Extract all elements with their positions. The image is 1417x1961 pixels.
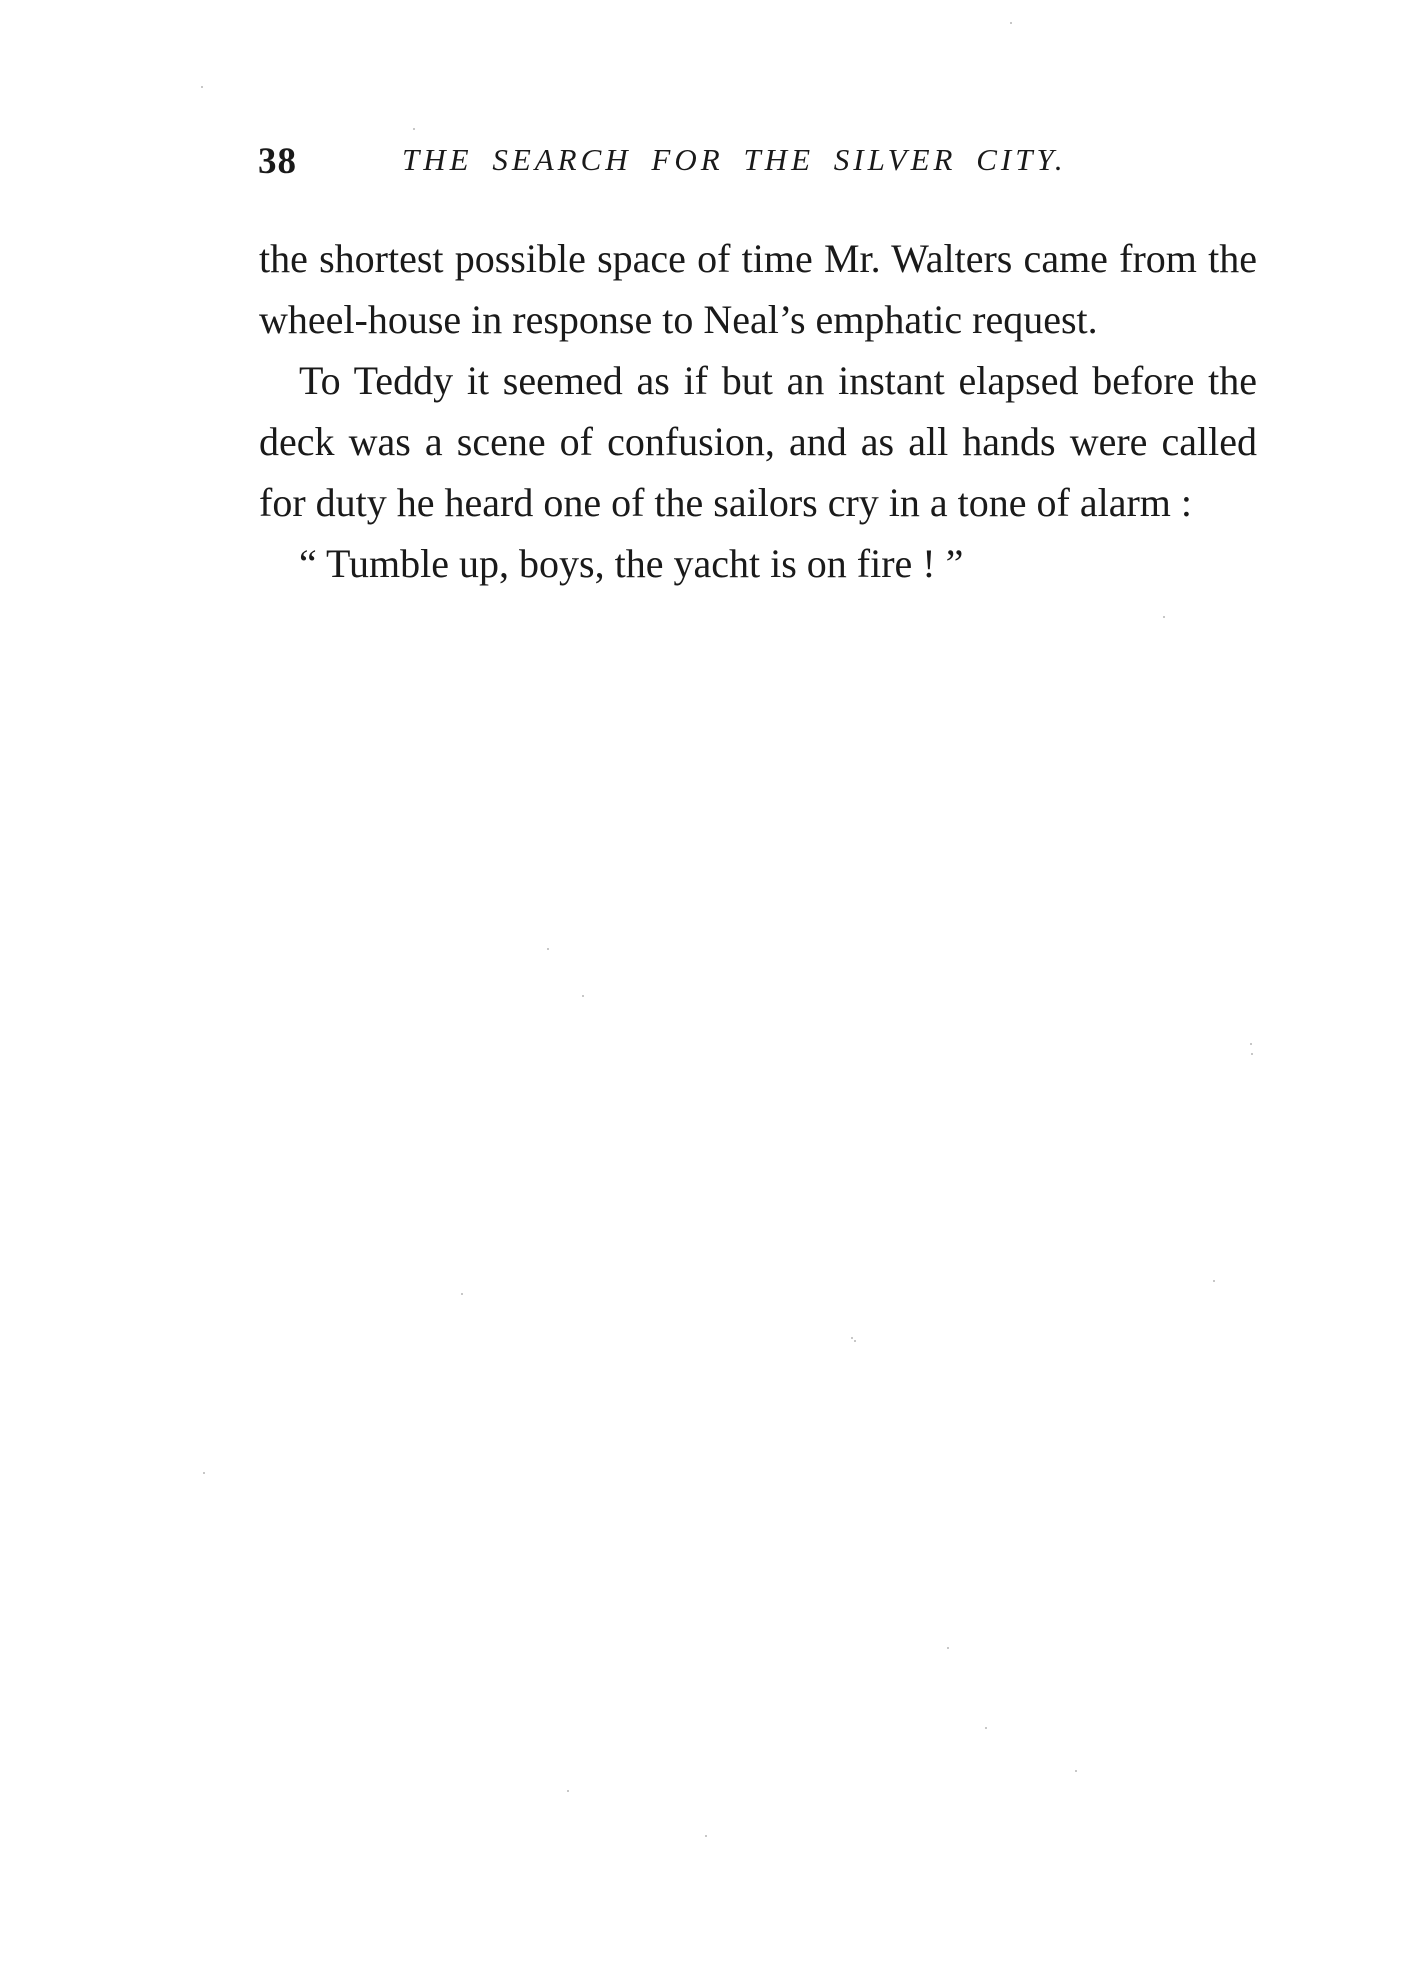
- paper-speck: [985, 1727, 987, 1729]
- paragraph-continued: the shortest possible space of time Mr. Walters came from the wheel-house in response to Neal’s emphatic request.: [259, 236, 1257, 342]
- paper-speck: [1075, 1770, 1077, 1772]
- paragraph: To Teddy it seemed as if but an instant elapsed before the deck was a scene of confusion, and as all hands were called for duty he heard one of the sailors cry in a tone of alarm :: [259, 358, 1257, 525]
- page-number: 38: [258, 141, 297, 182]
- paper-speck: [1010, 22, 1012, 24]
- paper-speck: [1163, 616, 1165, 618]
- running-title: THE SEARCH FOR THE SILVER CITY.: [402, 142, 1067, 177]
- paper-speck: [203, 1472, 205, 1474]
- paper-speck: [567, 1790, 569, 1792]
- paper-speck: [854, 1340, 856, 1342]
- paragraph-quote: “ Tumble up, boys, the yacht is on fire ! ”: [299, 541, 964, 586]
- paper-speck: [582, 995, 584, 997]
- paper-speck: [947, 1647, 949, 1649]
- paper-speck: [547, 948, 549, 950]
- paper-speck: [1250, 1043, 1252, 1045]
- paper-speck: [705, 1835, 707, 1837]
- paper-speck: [851, 1337, 853, 1339]
- paper-speck: [461, 1293, 463, 1295]
- paper-speck: [201, 86, 203, 88]
- paper-speck: [413, 128, 415, 130]
- paper-speck: [1213, 1280, 1215, 1282]
- paper-speck: [1251, 1053, 1253, 1055]
- running-head: [258, 140, 1258, 200]
- body-text: [259, 228, 1257, 594]
